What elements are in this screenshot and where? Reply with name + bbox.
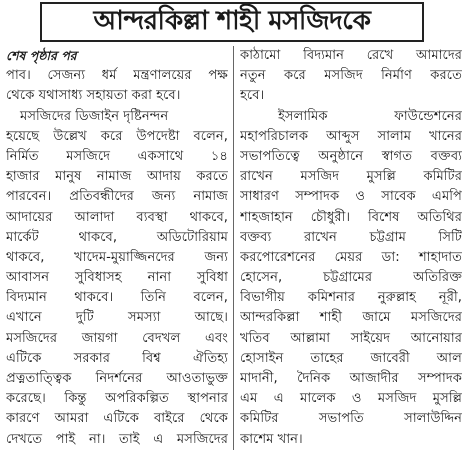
text-line: হাজার মানুষ নামাজ আদায় করতে bbox=[6, 169, 228, 185]
text-line: মসজিদের জায়গা বেদখল এবং bbox=[6, 330, 228, 346]
text-line: নতুন করে মসজিদ নির্মাণ করতে bbox=[240, 68, 462, 84]
text-line: কারণে আমরা এটিকে বাইরে থেকে bbox=[6, 411, 228, 427]
headline-box bbox=[40, 2, 424, 42]
text-line: বিদ্যমান থাকবে। তিনি বলেন, bbox=[6, 290, 228, 306]
text-line: হয়েছে উল্লেখ করে উপদেষ্টা বলেন, bbox=[6, 128, 228, 144]
text-line: সভাপতিত্বে অনুষ্ঠানে স্বাগত বক্তব্য bbox=[240, 148, 462, 164]
text-line: মার্কেট থাকবে, অডিটোরিয়াম bbox=[6, 229, 228, 245]
text-line: থাকবে, খাদেম-মুয়াজ্জিনদের জন্য bbox=[6, 249, 228, 265]
text-line: মহাপরিচালক আব্দুস সালাম খানের bbox=[240, 128, 462, 144]
text-line: প্রত্নতাত্ত্বিক নিদর্শনের আওতাভুক্ত bbox=[6, 371, 228, 386]
text-line: হবে। bbox=[240, 88, 265, 104]
text-line: আবাসন সুবিধাসহ নানা সুবিধা bbox=[6, 270, 228, 286]
text-line: মাদানী, দৈনিক আজাদীর সম্পাদক bbox=[240, 371, 462, 386]
text-line: করেছে। কিন্তু অপরিকল্পিত স্থাপনার bbox=[6, 391, 228, 407]
text-line: খতিব আল্লামা সাইয়েদ আনোয়ার bbox=[240, 330, 462, 346]
text-line: এখানে দুটি সমস্যা আছে। bbox=[6, 310, 228, 326]
text-line: হোসেন, চট্টগ্রামের অতিরিক্ত bbox=[240, 270, 462, 286]
text-line: করপোরেশনের মেয়র ডা: শাহাদাত bbox=[240, 249, 462, 265]
text-line: এটিকে সরকার বিশ্ব ঐতিহ্য bbox=[6, 350, 228, 366]
text-line: শাহজাহান চৌধুরী। বিশেষ অতিথির bbox=[240, 209, 462, 225]
headline: আন্দরকিল্লা শাহী মসজিদকে bbox=[93, 6, 371, 36]
continuation-label: শেষ পৃষ্ঠার পর bbox=[6, 48, 77, 63]
text-line: হোসাইন তাহের জাবেরী আল bbox=[240, 350, 462, 366]
text-line: পাব। সেজন্য ধর্ম মন্ত্রণালয়ের পক্ষ bbox=[6, 68, 228, 84]
text-line: আন্দরকিল্লা শাহী জামে মসজিদের bbox=[240, 310, 462, 326]
text-line: ইসলামিক ফাউন্ডেশনের bbox=[278, 108, 462, 124]
text-line: নির্মিত মসজিদে একসাথে ১৪ bbox=[6, 148, 228, 164]
right-column bbox=[240, 46, 462, 450]
left-column bbox=[6, 46, 228, 450]
text-line: পারবেন। প্রতিবন্ধীদের জন্য নামাজ bbox=[6, 189, 228, 205]
column-divider bbox=[233, 46, 234, 450]
text-line: সাধারণ সম্পাদক ও সাবেক এমপি bbox=[240, 189, 462, 205]
text-line: রাখেন মসজিদ মুসল্লি কমিটির bbox=[240, 169, 462, 185]
text-line: মসজিদের ডিজাইন দৃষ্টিনন্দন bbox=[20, 108, 169, 124]
text-line: বিভাগীয় কমিশনার নুরুল্লাহ নূরী, bbox=[240, 290, 462, 306]
text-line: বক্তব্য রাখেন চট্টগ্রাম সিটি bbox=[240, 229, 462, 245]
text-line: থেকে যথাসাধ্য সহায়তা করা হবে। bbox=[6, 88, 181, 104]
text-line: দেখতে পাই না। তাই এ মসজিদের bbox=[6, 431, 228, 447]
text-line: কমিটির সভাপতি সালাউদ্দিন bbox=[240, 411, 462, 427]
text-line: আদায়ের আলাদা ব্যবস্থা থাকবে, bbox=[6, 209, 228, 225]
text-line: কাশেম খান। bbox=[240, 431, 303, 447]
text-line: এম এ মালেক ও মসজিদ মুসল্লি bbox=[240, 391, 462, 407]
text-line: কাঠামো বিদ্যমান রেখে আমাদের bbox=[240, 48, 462, 63]
